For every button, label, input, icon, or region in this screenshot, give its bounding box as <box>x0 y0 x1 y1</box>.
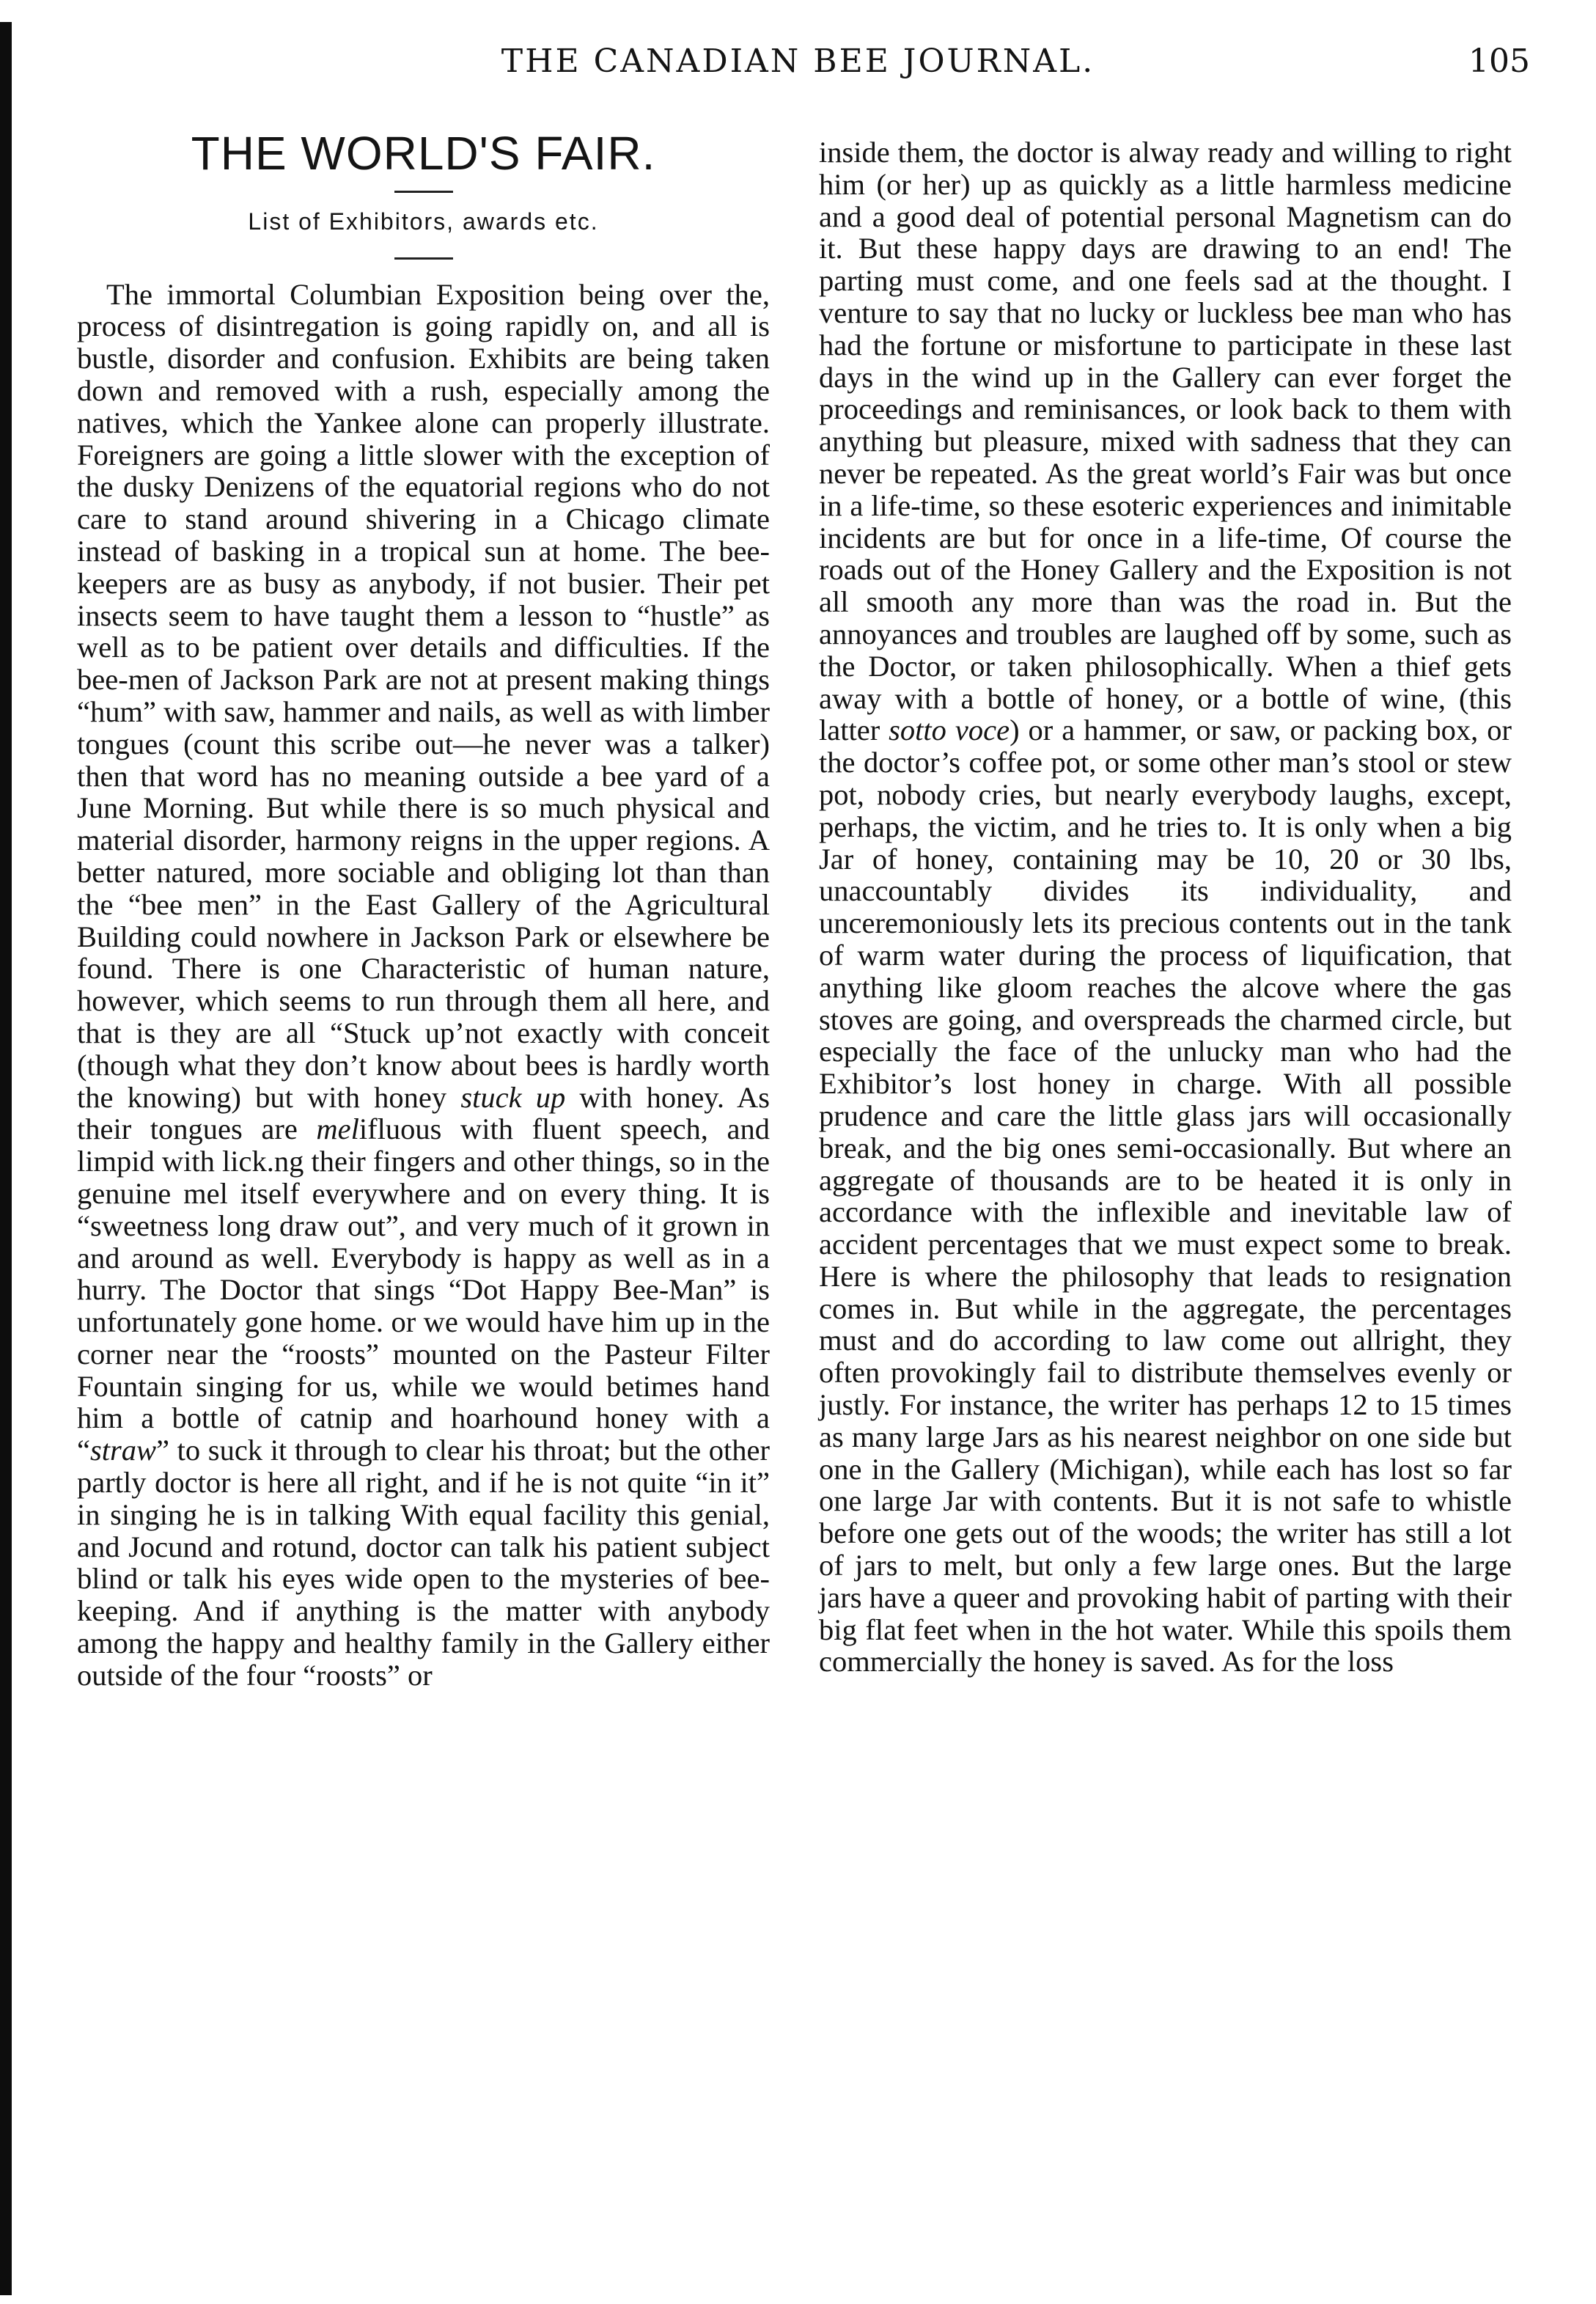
text-run: ) or a hammer, or saw, or packing box, or the doctor’s coffee pot, or some other man’s stool or stew pot, nobody cries, but nearly everybody laughs, except, perhaps, the victim, and he tries to. It is only when a big Jar of honey, containing may be 10, 20 or 30 lbs, unaccountably divides its individuality, and unceremoniously lets its precious contents out in the tank of warm water during the process of liquification, that anything like gloom reaches the alcove where the gas stoves are going, and overspreads the charmed circle, but especially the face of the unlucky man who had the Exhibitor’s lost honey in charge. With all possible prudence and care the little glass jars will occasionally break, and the big ones semi-occasionally. But where an aggregate of thousands are to be heated it is only in accordance with the inflexible and inevitable law of accident percentages that we must expect some to break. Here is where the philosophy that leads to resignation comes in. But while in the aggregate, the percentages must and do according to law come out allright, they often provokingly fail to distribute themselves evenly or justly. For instance, the writer has perhaps 12 to 15 times as many large Jars as his nearest neighbor on one side but one in the Gallery (Michigan), while each has lost so far one large Jar with contents. But it is not safe to whistle before one gets out of the woods; the writer has still a lot of jars to melt, but only a few large ones. But the large jars have a queer and provoking habit of parting with their big flat feet when in the hot water. While this spoils them commercially the honey is saved. As for the loss <box>819 713 1512 1679</box>
right-column-text <box>819 136 1512 1678</box>
page-edge-rule <box>0 22 12 2295</box>
article-title: THE WORLD'S FAIR. <box>191 127 656 180</box>
italic-run: stuck up <box>460 1080 566 1114</box>
page-number: 105 <box>1468 43 1530 80</box>
text-run: inside them, the doctor is alway ready and willing to right him (or her) up as quickly as a little harmless medicine and a good deal of potential personal Magnetism can do it. But these happy days are drawing to an end! The parting must come, and one feels sad at the thought. I venture to say that no lucky or luckless bee man who has had the fortune or misfortune to participate in these last days in the wind up in the Gallery can ever forget the proceedings and reminisances, or look back to them with anything but pleasure, mixed with sadness that they can never be repeated. As the great world’s Fair was but once in a life-time, so these esoteric experiences and inimitable incidents are but for once in a life-time, Of course the roads out of the Honey Gallery and the Exposition is not all smooth any more than was the road in. But the annoyances and troubles are laughed off by some, such as the Doctor, or taken philosophically. When a thief gets away with a bottle of honey, or a bottle of wine, (this latter <box>819 136 1512 747</box>
italic-run: mel <box>316 1112 359 1146</box>
subtitle-divider <box>394 257 453 260</box>
text-run: ifluous with fluent speech, and limpid with lick.ng their fingers and other things, so in the genuine mel itself everywhere and on every thing. It is “sweetness long draw out”, and very much of it grown in and around as well. Everybody is happy as well as in a hurry. The Doctor that sings “Dot Happy Bee-Man” is unfortunately gone home. or we would have him up in the corner near the “roosts” mounted on the Pasteur Filter Fountain singing for us, while we would betimes hand him a bottle of catnip and hoarhound honey with a “ <box>77 1112 770 1467</box>
italic-run: straw <box>89 1434 157 1467</box>
text-run: with honey. As their tongues are <box>77 1080 770 1146</box>
page-header <box>44 43 1552 101</box>
article-subtitle: List of Exhibitors, awards etc. <box>248 208 599 235</box>
left-column <box>77 127 770 1692</box>
title-divider <box>394 191 453 193</box>
text-run: The immortal Columbian Exposition being over the, process of disintregation is going rapidly on, and all is bustle, disorder and confusion. Exhibits are being taken down and removed with a rush, especially among the natives, which the Yankee alone can properly illustrate. Foreigners are going a little slower with the exception of the dusky Denizens of the equatorial regions who do not care to stand around shivering in a Chicago climate instead of basking in a tropical sun at home. The bee-keepers are as busy as anybody, if not busier. Their pet insects seem to have taught them a lesson to “hustle” as well as to be patient over details and difficulties. If the bee-men of Jackson Park are not at present making things “hum” with saw, hammer and nails, as well as with limber tongues (count this scribe out—he never was a talker) then that word has no meaning outside a bee yard of a June Morning. But while there is so much physical and material disorder, harmony reigns in the upper regions. A better natured, more sociable and obliging lot than than the “bee men” in the East Gallery of the Agricultural Building could nowhere in Jackson Park or elsewhere be found. There is one Characteristic of human nature, however, which seems to run through them all here, and that is they are all “Stuck up’not exactly with conceit (though what they don’t know about bees is hardly worth the knowing) but with honey <box>77 277 770 1114</box>
text-run: ” to suck it through to clear his throat; but the other partly doctor is here all right, and if he is not quite “in it” in singing he is in talking With equal facility this genial, and Jocund and rotund, doctor can talk his patient subject blind or talk his eyes wide open to the mysteries of bee-keeping. And if anything is the matter with anybody among the happy and healthy family in the Gallery either outside of the four “roosts” or <box>77 1434 770 1692</box>
running-head: THE CANADIAN BEE JOURNAL. <box>501 43 1095 80</box>
right-column <box>819 136 1512 1678</box>
italic-run: sotto voce <box>889 713 1010 747</box>
left-column-text <box>77 279 770 1692</box>
